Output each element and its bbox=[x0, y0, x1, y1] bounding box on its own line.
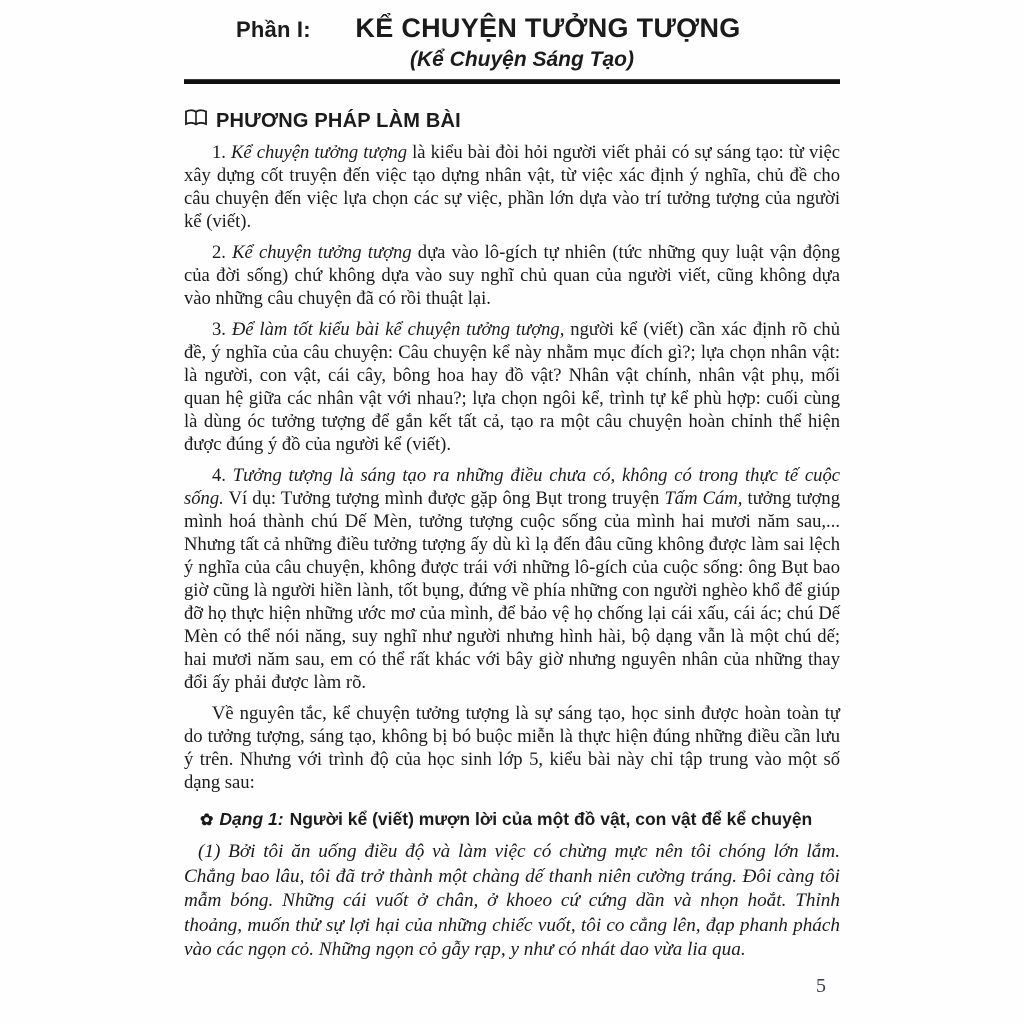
page-number: 5 bbox=[816, 975, 826, 997]
paragraph bbox=[184, 702, 840, 794]
paragraph bbox=[184, 464, 840, 694]
paragraph-segment: Ví dụ: Tưởng tượng mình được gặp ông Bụt trong truyện bbox=[223, 488, 665, 509]
paragraph-segment: 3. bbox=[212, 319, 232, 340]
paragraph bbox=[184, 241, 840, 310]
dang1-label: Dạng 1: bbox=[219, 809, 284, 829]
dang1-title: Người kể (viết) mượn lời của một đồ vật, con vật để kể chuyện bbox=[289, 809, 813, 829]
paragraph-segment: dựa vào lô-gích tự nhiên (tức những quy luật vận động của đời sống) chứ không dựa vào suy nghĩ chủ quan của người viết, cũng không dựa vào những câu chuyện đã có rồi thuật lại. bbox=[184, 242, 840, 309]
paragraph-segment: Kể chuyện tưởng tượng bbox=[232, 242, 412, 263]
paragraph-segment: Kể chuyện tưởng tượng bbox=[231, 142, 408, 163]
header-rule-divider bbox=[184, 79, 840, 84]
paragraph-segment: tưởng tượng mình hoá thành chú Dế Mèn, tưởng tượng cuộc sống của mình hai mươi năm sau,... Nhưng tất cả những điều tưởng tượng ấy dù kì lạ đến đâu cũng không được làm sai lệch ý nghĩa của câu chuyện, không được trái với những lô-gích của cuộc sống: ông Bụt bao giờ cũng là người hiền lành, tốt bụng, đứng về phía những con người nghèo khổ để giúp đỡ họ thực hiện những ước mơ của mình, để bảo vệ họ chống lại cái xấu, cái ác; chú Dế Mèn có thể nói năng, suy nghĩ như người nhưng hình hài, bộ dạng vẫn là một chú dế; hai mươi năm sau, em có thể rất khác với bây giờ nhưng nguyên nhân của những thay đổi ấy phải được làm rõ. bbox=[184, 488, 840, 693]
paragraph-segment: Về nguyên tắc, kể chuyện tưởng tượng là sự sáng tạo, học sinh được hoàn toàn tự do tưởng tượng, sáng tạo, không bị bó buộc miễn là thực hiện đúng những điều cần lưu ý trên. Nhưng với trình độ của học sinh lớp 5, kiểu bài này chỉ tập trung vào một số dạng sau: bbox=[184, 703, 840, 793]
part-label: Phần I: bbox=[236, 17, 311, 42]
paragraph-segment: 1. bbox=[212, 142, 231, 163]
method-heading bbox=[184, 109, 840, 133]
page-content bbox=[184, 0, 840, 963]
method-paragraphs bbox=[184, 141, 840, 794]
paragraph-segment: 4. bbox=[212, 465, 233, 486]
dang1-heading bbox=[184, 807, 840, 833]
paragraph-segment: người kể (viết) cần xác định rõ chủ đề, ý nghĩa của câu chuyện: Câu chuyện kể này nhằm mục đích gì?; lựa chọn nhân vật: là người, con vật, cái cây, bông hoa hay đồ vật? Nhân vật chính, nhân vật phụ, mối quan hệ giữa các nhân vật với nhau?; lựa chọn ngôi kể, trình tự kể phù hợp: cuối cùng là dùng óc tưởng tượng để gắn kết tất cả, tạo ra một câu chuyện hoàn chỉnh thể hiện được đúng ý đồ của người kể (viết). bbox=[184, 319, 841, 455]
paragraph-segment: Để làm tốt kiểu bài kể chuyện tưởng tượng, bbox=[231, 319, 565, 340]
page-header bbox=[184, 12, 840, 84]
paragraph bbox=[184, 318, 840, 456]
flower-bullet-icon: ✿ bbox=[200, 812, 214, 829]
method-heading-label: PHƯƠNG PHÁP LÀM BÀI bbox=[216, 109, 461, 132]
quote-paragraph: (1) Bởi tôi ăn uống điều độ và làm việc có chừng mực nên tôi chóng lớn lắm. Chẳng bao lâu, tôi đã trở thành một chàng dế thanh niên cường tráng. Đôi càng tôi mẫm bóng. Những cái vuốt ở chân, ở khoeo cứ cứng dần và nhọn hoắt. Thỉnh thoảng, muốn thử sự lợi hại của những chiếc vuốt, tôi co cẳng lên, đạp phanh phách vào các ngọn cỏ. Những ngọn cỏ gẫy rạp, y như có nhát dao vừa lia qua. bbox=[184, 841, 840, 960]
page-subtitle: (Kể Chuyện Sáng Tạo) bbox=[409, 48, 635, 71]
paragraph-segment: là kiểu bài đòi hỏi người viết phải có sự sáng tạo: từ việc xây dựng cốt truyện đến việc tạo dựng nhân vật, từ việc xác định ý nghĩa, chủ đề cho câu chuyện đến việc lựa chọn các sự việc, phần lớn dựa vào trí tưởng tượng của người kể (viết). bbox=[184, 142, 840, 232]
paragraph-segment: Tấm Cám, bbox=[664, 488, 743, 509]
page-title: KỂ CHUYỆN TƯỞNG TƯỢNG bbox=[355, 13, 741, 43]
paragraph-segment: Tưởng tượng là sáng tạo ra những điều chưa có, không có trong thực tế cuộc sống. bbox=[184, 465, 840, 509]
open-book-icon bbox=[184, 109, 208, 133]
paragraph-segment: 2. bbox=[212, 242, 233, 263]
paragraph bbox=[184, 141, 840, 233]
